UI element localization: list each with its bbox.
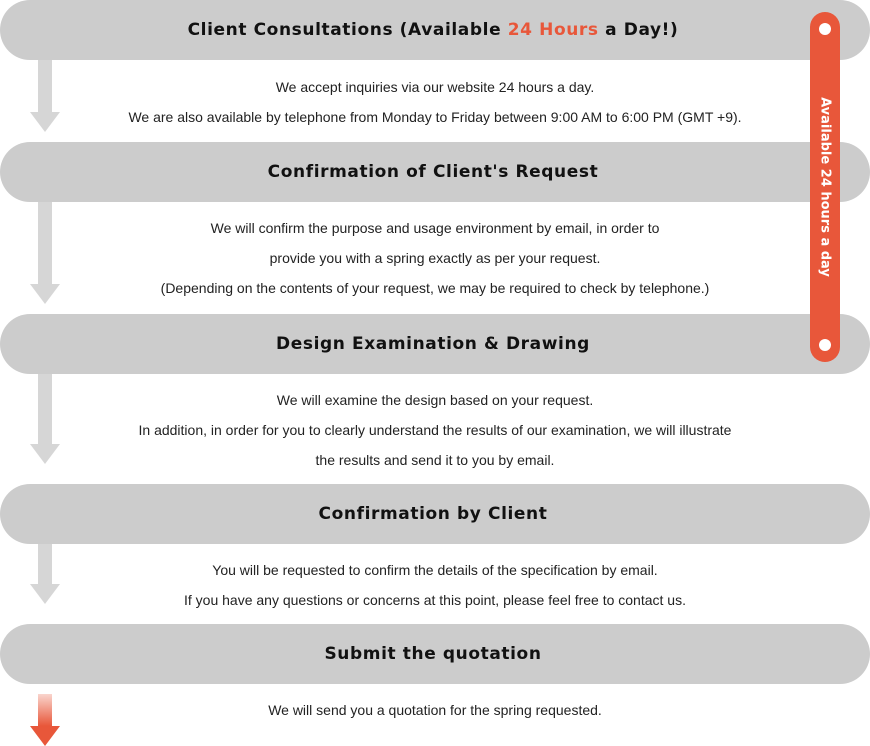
description-line: We will confirm the purpose and usage environment by email, in order to [210,220,660,236]
step-2-description [0,213,870,303]
step-1-description [0,72,870,132]
description-line: We will examine the design based on your request. [276,392,594,408]
step-5-header [0,624,870,684]
step-2-title: Confirmation of Client's Request [267,162,599,182]
description-line: the results and send it to you by email. [315,452,555,468]
hours-highlight: 24 Hours [507,20,599,40]
step-1-header [0,0,870,60]
step-3-description [0,385,870,475]
availability-pill [810,12,840,362]
step-3-title: Design Examination & Drawing [276,334,590,354]
pill-dot-icon [819,339,831,351]
step-2-header [0,142,870,202]
step-1-title: Client Consultations (Available 24 Hours a Day!) [187,20,679,40]
step-4-header [0,484,870,544]
step-5-title: Submit the quotation [324,644,542,664]
step-4-title: Confirmation by Client [318,504,548,524]
description-line: We are also available by telephone from Monday to Friday between 9:00 AM to 6:00 PM (GMT +9). [128,109,742,125]
availability-label: Available 24 hours a day [817,97,833,277]
step-3-header [0,314,870,374]
description-line: You will be requested to confirm the details of the specification by email. [212,562,658,578]
description-line: If you have any questions or concerns at this point, please feel free to contact us. [184,592,686,608]
pill-dot-icon [819,23,831,35]
step-5-description [0,695,870,725]
description-line: We accept inquiries via our website 24 hours a day. [275,79,595,95]
description-line: (Depending on the contents of your request, we may be required to check by telephone.) [160,280,710,296]
step-4-description [0,555,870,615]
description-line: In addition, in order for you to clearly understand the results of our examination, we will illustrate [138,422,732,438]
description-line: provide you with a spring exactly as per your request. [269,250,601,266]
description-line: We will send you a quotation for the spring requested. [268,702,602,718]
